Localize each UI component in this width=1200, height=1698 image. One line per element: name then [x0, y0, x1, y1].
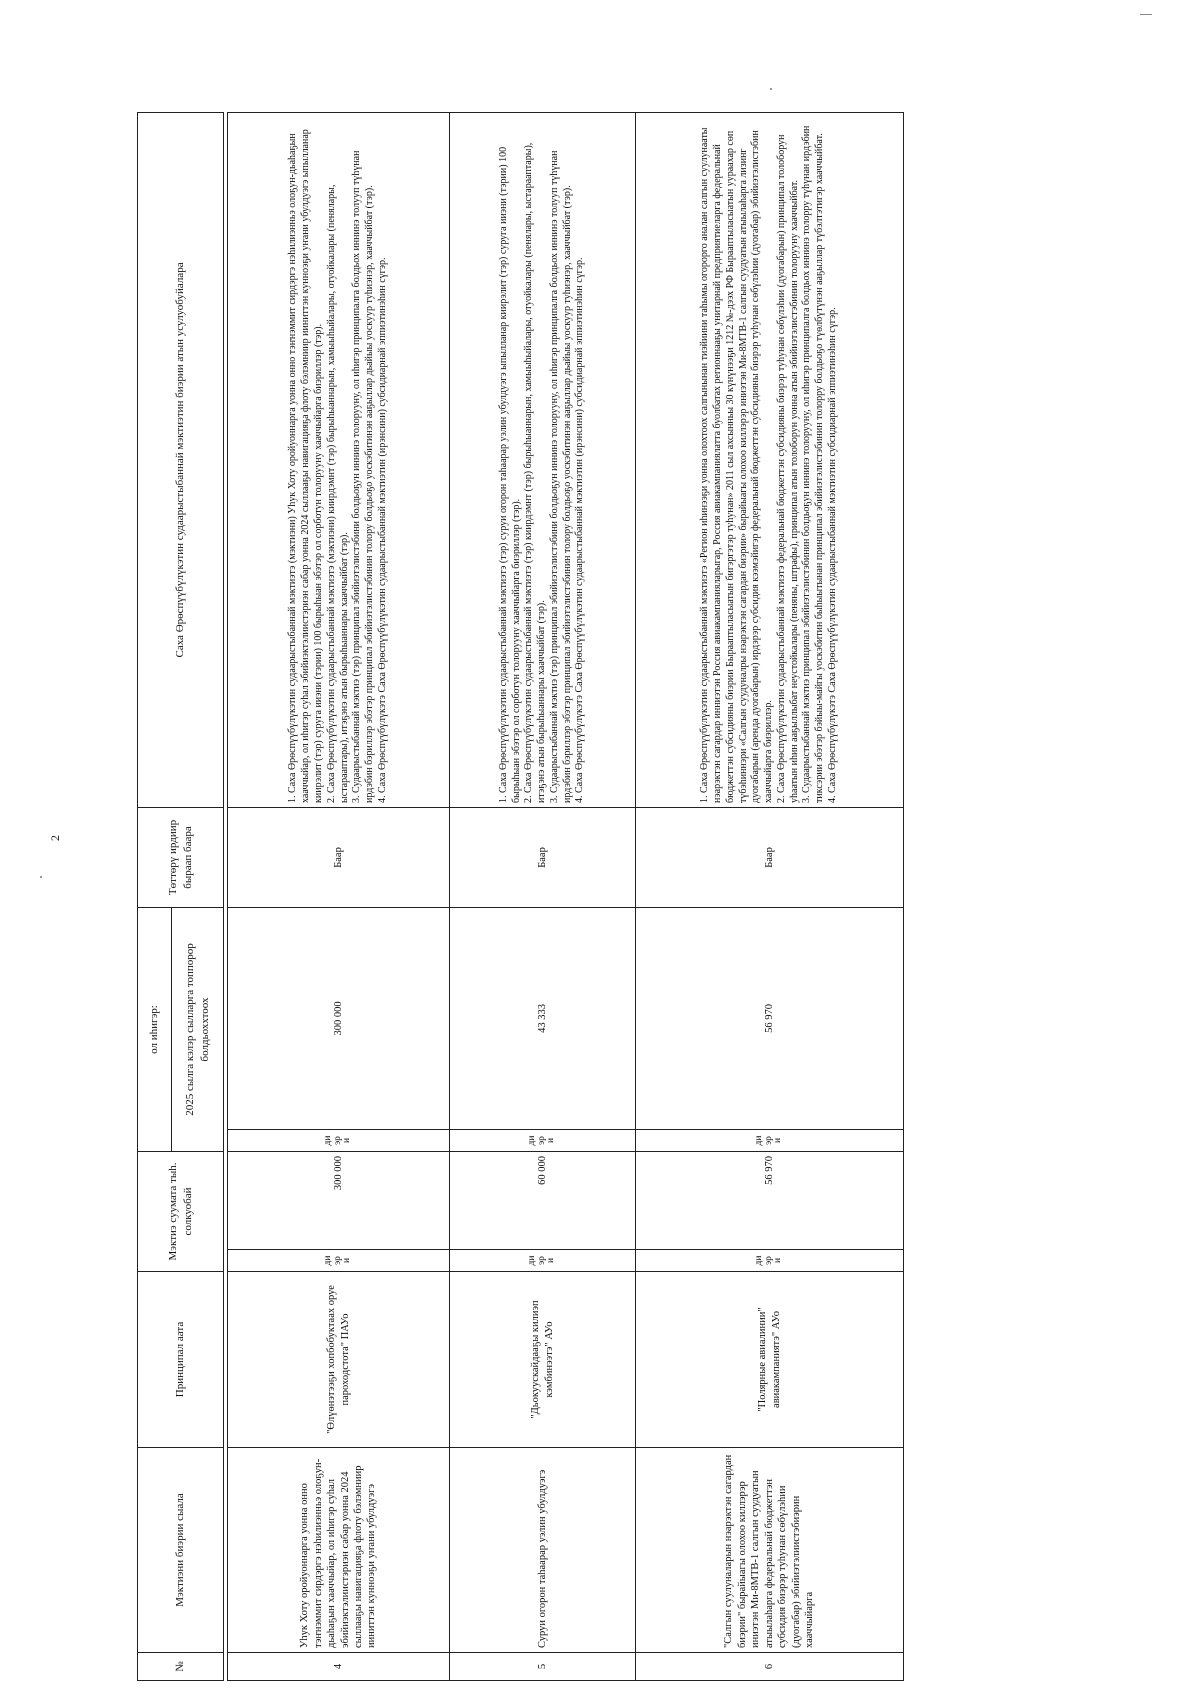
condition-item: 4. Саха Өрөспүүбүлүкэтэ Саха Өрөспүүбүлүкэтин судаарыстыбаннай мэктиэтин (ирэнсини) субсидиарнай эппиэтинэһин сүгэр. — [574, 257, 586, 803]
row-amount: 60 000 — [450, 1151, 636, 1249]
scan-speck — [770, 88, 772, 90]
row-project-name: Суруи огорон таһаарар уэлин убулдуэгэ — [450, 1448, 636, 1653]
condition-item: 3. Судаарыстыбаннай мэктиэ (тэр) принципал эбийиэтэлистэбини болдьоҕун иннинэ толорууну, ол иһигэр принципалга болдьох иннинэ толууп түһүнан ирдэбин бэриллэр эбэтэр принципал эбийиэтэлистэбинин толору болдьоҕо уоскэбитинэн ааҕыллар дьайыы уоскуур туһиэнэр, хааччыйбат (тэр). — [548, 150, 573, 803]
row-recourse: Баар — [636, 807, 904, 907]
row-principal: "Өлүөнэтээҕи хопбобуктаах оруе пароходстота" ПАУо — [228, 1272, 450, 1448]
condition-item: 1. Саха Өрөспүүбүлүкэтин судаарыстыбаннай мэктиэтэ (мэктиэни) Уһук Хоту оройуоннарга уонна онно тэҥнэммит сирдэргэ нэһилиэнньэ олоҕун-дьаһаҕын хааччыйар, ол иһигэр суһал эбийиэктэлиистэриэн сабар уонна 2024 сыллааҕы навигацияҕа флоту бэлэмниир ииниттэн кунноэҕи уҥани убулдуэгэ ыпылланар киирэлит (тэр) суруга ииэни (тэрии) 100 бырыһыан эбэтэр ол сорботун толорууну хааччыйарга биэриллэр (тэр). — [287, 129, 324, 803]
row-year-2025: 43 333 — [450, 907, 636, 1129]
condition-item: 2. Саха Өрөспүүбүлүкэтин судаарыстыбаннай мэктиэтэ (тэр) киирдэмнт (тэр) бырыһыаннарын, хамыыһыйалары, отуойкалары (пенялары, ыстарааптары), итэҕэнэ атын бырыһыаннары хааччыйбат (тэр). — [523, 142, 548, 803]
row-principal: "Полярные авиалинии" авиакампаниятэ" АУо — [636, 1272, 904, 1448]
condition-item: 2. Саха Өрөспүүбүлүкэтин судаарыстыбаннай мэктиэтэ (мэктиэни) киирдэмнт (тэр) бырыһыаннарын, хамыыһыйалары, отуойкалары (пенялары, ыстарааптары), итэҕэнэ атын бырыһыаннары хааччыйбат (тэр). — [325, 184, 350, 803]
row-year-2025: 300 000 — [228, 907, 450, 1129]
table-row — [450, 112, 636, 1680]
condition-item: 1. Саха Өрөспүүбүлүкэтин судаарыстыбаннай мэктиэтэ «Регион иһинээҕи уонна олохтоох салгынынан тиэйиини таһымы огорорго аналан салгын суулунааты нэарэктэн сагардар инниэтэн Россия авиакампанияларыгар, Россия авиакампаниялатта буолбатах регионнааҕы унитарнай предприятиеларга федеральнай бюджеттэн субсидияны биэрии Бырааптыласыатын бигэргэтэр туһунан» 2011 сыл ахсынньы 30 күнүнээҕи 1212 №-дээх РФ Бырааптыласыатын уураахар сөп түбэһиннэри «Салгын суудуналры нэарэктэн сагардан биэрии» бырайыагы олохоо киллэрэр иниэтэн Ми-8МТВ-1 салгын суудуатын атыылаһарга лизинг дуогабарын (аренда дуогабарын) ирдэрэр субсидия кээмэйигэр федеральнай бюджеттэн субсидияны биэрэр туһунан сөбүлэһии (дуогабар) эбийиэтэлистэбин хааччыйарга биэриллэр. — [699, 127, 775, 803]
header-conditions: Саха Өрөспүүбүлүкэтин судаарыстыбаннай мэктиэтин биэрии атын усулуобуйалара — [138, 112, 224, 807]
guarantees-table — [137, 112, 904, 1681]
row-amount: 300 000 — [228, 1151, 450, 1249]
header-project-name: Мэктиэни биэрии сыала — [138, 1448, 224, 1653]
row-recourse: Баар — [228, 807, 450, 907]
row-amount: 56 970 — [636, 1151, 904, 1249]
header-year-2025: 2025 сылга кэлэр сылларга топпорор болдьоххтоох — [172, 907, 224, 1151]
condition-item: 4. Саха Өрөспүүбүлүкэтэ Саха Өрөспүүбүлүкэтин судаарыстыбаннай мэктиэтин субсидиарнай эппиэтинэһин сүгэр. — [827, 307, 839, 803]
row-conditions — [228, 112, 450, 807]
di-label: ди эр и — [450, 1129, 636, 1151]
header-subsidy-amount: Мэктиэ суумата тыһ. солкуобай — [138, 1151, 224, 1271]
di-label: ди эр и — [228, 1129, 450, 1151]
header-from-it: ол иһигэр: — [138, 907, 172, 1151]
row-recourse: Баар — [450, 807, 636, 907]
table-row — [636, 112, 904, 1680]
row-project-name: Уһук Хоту оройуоннарга уонна онно тэҥнэммит сирдэргэ нэһилиэнньэ олоҕун-дьаһаҕын хааччыйар, ол иһигэр суһал эбийиэктэлиистэриэн сабар уонна 2024 сыллааҕы навигацияҕа флоту бэлэмниир ииниттэн кунноэҕи уҥани убулдуэгэ — [228, 1448, 450, 1653]
row-project-name: "Салгын суулуналарын нэарэктэн сагардан биэрии" бырайыагы олохоо киллэрэр иниэтэн Ми-8МТВ-1 салгын суудуатын атыылаһарга федеральнай бюджеттэн субсидия биэрэр туһунан сөбүлэһии (дуогабар) эбийиэтэлиистэбиэрин хааччыйарга — [636, 1448, 904, 1653]
header-recourse: Төттөрү ирдиир быраап баара — [138, 807, 224, 907]
row-num: 4 — [228, 1653, 450, 1681]
di-label: ди эр и — [228, 1250, 450, 1272]
header-num: № — [138, 1653, 224, 1681]
row-num: 6 — [636, 1653, 904, 1681]
condition-item: 4. Саха Өрөспүүбүлүкэтэ Саха Өрөспүүбүлүкэтин судаарыстыбаннай мэктиэтин (ирэнсини) субсидиарнай эппиэтинэһин сүгэр. — [376, 257, 388, 803]
condition-item: 2. Саха Өрөспүүбүлүкэтин судаарыстыбаннай мэктиэтэ федеральнай бюджеттэн субсидияны биэрэр туһунан сөбүлэһии (дуогабарын) принципал толоборун уһаатын иһин ааҕыллыбат неустойкалары (пеняны, штрафы), принципал атын толоборун уонна атын эбийиэтэлистэбинин толорууну хааччыйбат. — [775, 134, 800, 803]
header-principal: Принципал аата — [138, 1272, 224, 1448]
row-conditions — [450, 112, 636, 807]
condition-item: 3. Судаарыстыбаннай мэктиэ (тэр) принципал эбийиэтэлистэбини болдьоҕун иннинэ толорууну, ол иһигэр принципалга болдьох иннинэ толууп түһүнан ирдэбин бэриллэр эбэтэр принципал эбийиэтэлистэбинин толору болдьоҕо уоскэбитинэн ааҕыллар дьайыы уоскуур туһиэнэр, хааччыйбат (тэр). — [351, 150, 376, 803]
di-label: ди эр и — [636, 1129, 904, 1151]
scan-mark — [1140, 14, 1152, 15]
row-principal: "Дьокуускайдааҕы килиэп кэмбинээтэ" АУо — [450, 1272, 636, 1448]
table-row — [228, 112, 450, 1680]
condition-item: 3. Судаарыстыбаннай мэктиэ принципал эбийиэтэлистэбинин болдьоҕун иннинэ толорууну, ол иһигэр принципалга болдьох иннинэ толорру түһүнан ирдэбин тиксэрии эбэтэр бэйыы-майгы уоскэбитин быһыытынан принципал эбийиэтэлистэбинин толорру болдьоҕо түөлбүтүнэн ааҕыллар түбэлтэтигэр хааччыйбат. — [801, 125, 826, 803]
row-year-2025: 56 970 — [636, 907, 904, 1129]
page-number: 2 — [48, 835, 62, 841]
rotated-table-wrapper — [137, 113, 903, 1681]
row-conditions — [636, 112, 904, 807]
header-row — [138, 112, 172, 1680]
di-label: ди эр и — [636, 1250, 904, 1272]
di-label: ди эр и — [450, 1250, 636, 1272]
condition-item: 1. Саха Өрөспүүбүлүкэтин судаарыстыбаннай мэктиэтэ (тэр) суруи огорон таһаарар уэлин убулдуэгэ ыпылланар киирэлит (тэр) суруга ииэни (тэрии) 100 бырыһыан эбэтэр ол сорботун толорууну хааччыйарга биэриллэр (тэр). — [497, 146, 522, 803]
row-num: 5 — [450, 1653, 636, 1681]
scan-speck — [40, 876, 42, 878]
